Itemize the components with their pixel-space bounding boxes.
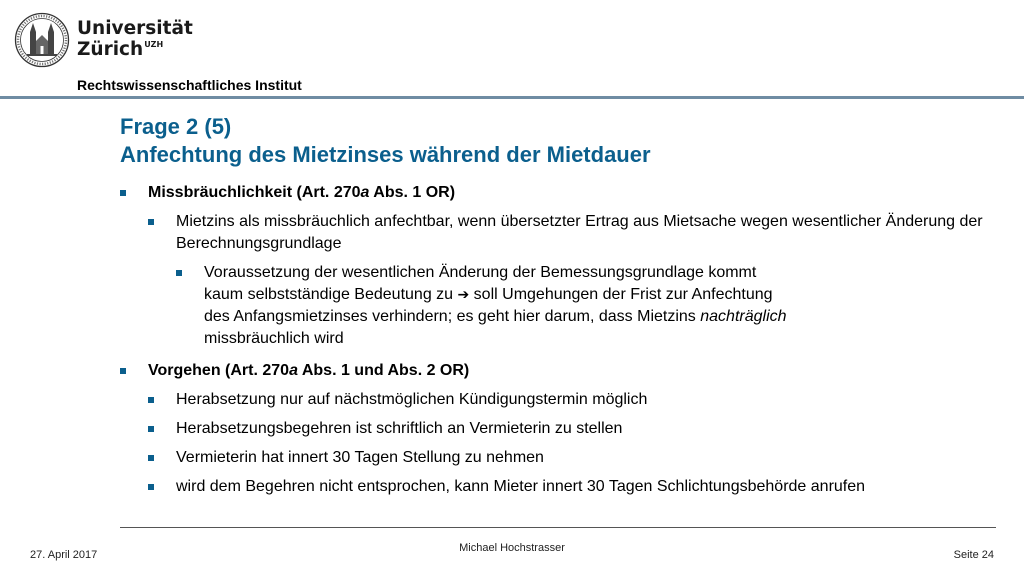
bullet-text: Voraussetzung der wesentlichen Änderung der Bemessungsgrundlage kommt <box>204 264 757 281</box>
bullet-text: des Anfangsmietzinses verhindern; es geht hier darum, dass Mietzins <box>204 308 701 325</box>
footer-author: Michael Hochstrasser <box>459 542 565 554</box>
university-name-line1: Universität <box>77 18 193 39</box>
bullet-item-level1 <box>120 360 1000 382</box>
slide-title <box>120 113 651 169</box>
emphasis-text: a <box>289 362 298 379</box>
square-bullet-icon <box>120 190 126 196</box>
square-bullet-icon <box>148 397 154 403</box>
bullet-item-level2 <box>120 418 1000 440</box>
bullet-item-level2 <box>120 211 1000 255</box>
square-bullet-icon <box>148 455 154 461</box>
footer-date: 27. April 2017 <box>30 549 98 561</box>
bullet-text: Herabsetzung nur auf nächstmöglichen Kündigungstermin möglich <box>176 391 648 408</box>
header-divider <box>0 96 1024 99</box>
square-bullet-icon <box>148 426 154 432</box>
bullet-item-level1 <box>120 182 1000 204</box>
university-name-line2: Zürich <box>77 39 144 60</box>
bullet-text: soll Umgehungen der Frist zur Anfechtung <box>469 286 773 303</box>
square-bullet-icon <box>148 484 154 490</box>
emphasis-text: nachträglich <box>700 308 787 325</box>
bullet-text: wird dem Begehren nicht entsprochen, kann Mieter innert 30 Tagen Schlichtungsbehörde anrufen <box>176 478 866 495</box>
emphasis-text: a <box>360 184 370 201</box>
square-bullet-icon <box>120 368 126 374</box>
bullet-item-level2 <box>120 389 1000 411</box>
bullet-text: kaum selbstständige Bedeutung zu <box>204 286 458 303</box>
bullet-text: Vorgehen (Art. 270 <box>148 362 290 379</box>
bullet-text: Herabsetzungsbegehren ist schriftlich an Vermieterin zu stellen <box>176 420 623 437</box>
slide-body <box>120 182 1000 498</box>
bullet-text: Missbräuchlichkeit (Art. 270 <box>148 184 361 201</box>
bullet-text: missbräuchlich wird <box>204 330 344 347</box>
square-bullet-icon <box>148 219 154 225</box>
bullet-text: Mietzins als missbräuchlich anfechtbar, wenn übersetzter Ertrag aus Mietsache wegen wesentlicher Änderung der Berechnungsgrundlage <box>176 213 983 252</box>
bullet-text: Abs. 1 OR) <box>369 184 456 201</box>
footer-divider <box>120 527 996 528</box>
slide-title-line2: Anfechtung des Mietzinses während der Mietdauer <box>120 142 651 167</box>
right-arrow-icon: ➔ <box>457 287 470 303</box>
university-superscript: UZH <box>144 40 164 49</box>
bullet-text: Abs. 1 und Abs. 2 OR) <box>297 362 470 379</box>
bullet-text: Vermieterin hat innert 30 Tagen Stellung zu nehmen <box>176 449 544 466</box>
university-seal-logo <box>14 12 70 68</box>
slide-title-line1: Frage 2 (5) <box>120 114 232 139</box>
square-bullet-icon <box>176 270 182 276</box>
bullet-item-level2 <box>120 447 1000 469</box>
institute-name: Rechtswissenschaftliches Institut <box>77 77 302 93</box>
bullet-item-level2 <box>120 476 1000 498</box>
footer-page-number: Seite 24 <box>953 549 994 561</box>
bullet-item-level3 <box>120 262 1000 350</box>
university-wordmark <box>77 18 193 63</box>
